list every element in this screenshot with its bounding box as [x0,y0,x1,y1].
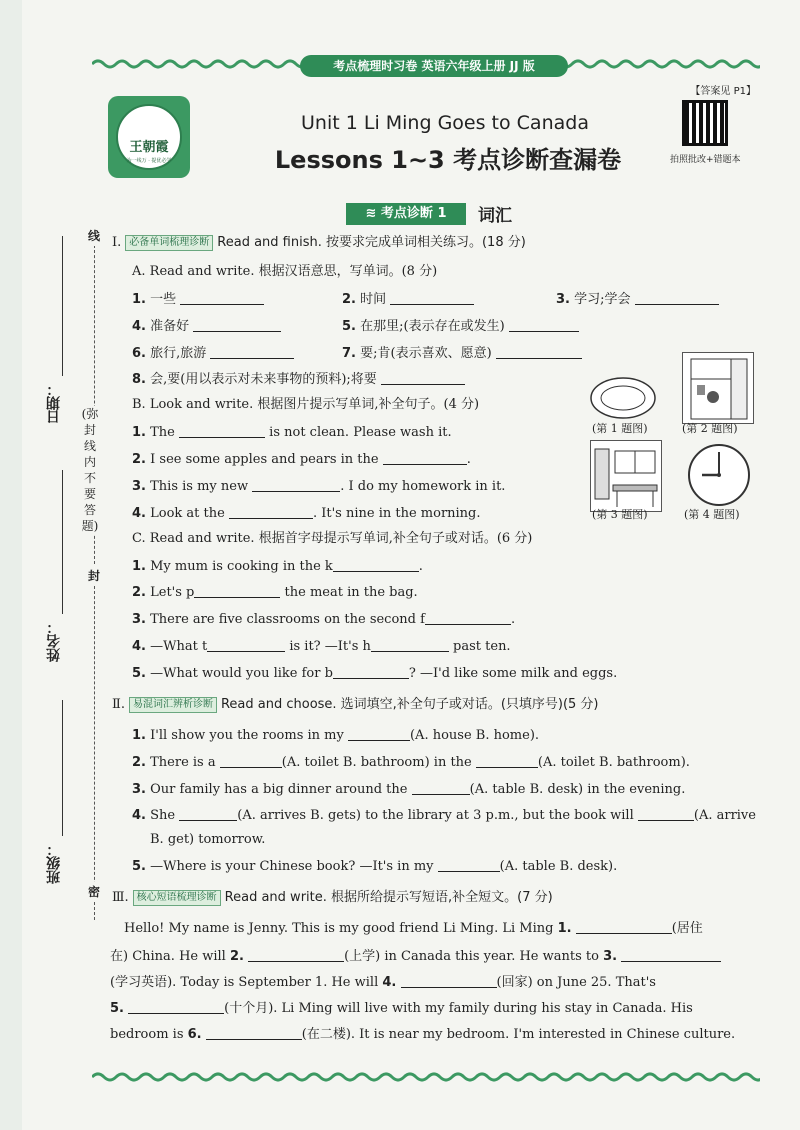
seal-char-top: 线 [84,226,104,246]
a-item-2: 2. 时间 [342,290,474,309]
p2-item-3: 3. Our family has a big dinner around the (A. table B. desk) in the evening. [132,782,686,797]
part1-b-title: B. Look and write. 根据图片提示写单词,补全句子。(4 分) [132,397,480,412]
answer-blank[interactable] [621,947,721,962]
answer-blank[interactable] [476,753,538,768]
p3-line-4: 5. (十个月). Li Ming will live with my family during his stay in Canada. His [110,1001,693,1016]
a-item-3: 3. 学习;学会 [556,290,719,309]
a-item-7: 7. 要;肯(表示喜欢、愿意) [342,344,582,363]
unit-title: Unit 1 Li Ming Goes to Canada [301,112,589,134]
answer-blank[interactable] [381,370,465,385]
answer-blank[interactable] [180,290,264,305]
answer-blank[interactable] [210,344,294,359]
answer-blank[interactable] [383,450,467,465]
answer-blank[interactable] [248,947,344,962]
part1-instruction: Read and finish. 按要求完成单词相关练习。(18 分) [217,235,526,250]
p3-line-5: bedroom is 6. (在二楼). It is near my bedroom. I'm interested in Chinese culture. [110,1027,736,1042]
part2-heading: Ⅱ. 易混词汇辨析诊断 Read and choose. 选词填空,补全句子或对话。(只填序号)(5 分) [112,697,599,712]
answer-blank[interactable] [179,806,237,821]
part1-tag: 必备单词梳理诊断 [125,235,213,251]
c-item-1: 1. My mum is cooking in the k . [132,559,423,574]
pic-caption-4: (第 4 题图) [684,508,740,521]
date-label: 日期： [46,382,62,424]
answer-blank[interactable] [390,290,474,305]
p3-line-1: Hello! My name is Jenny. This is my good friend Li Ming. Li Ming 1. (居住 [124,921,703,936]
part3-instruction: Read and write. 根据所给提示写短语,补全短文。(7 分) [224,890,553,905]
c-item-3: 3. There are five classrooms on the second f . [132,612,516,627]
left-binding-strip [0,0,22,1130]
date-line[interactable] [62,236,63,376]
c-item-2: 2. Let's p the meat in the bag. [132,585,418,600]
answer-blank[interactable] [509,317,579,332]
p2-item-5: 5. —Where is your Chinese book? —It's in my (A. table B. desk). [132,859,618,874]
answer-blank[interactable] [333,557,419,572]
part1-heading: Ⅰ. 必备单词梳理诊断 Read and finish. 按要求完成单词相关练习。(18 分) [112,235,526,250]
a-item-6: 6. 旅行,旅游 [132,344,294,363]
fridge-picture [682,352,754,424]
part2-tag: 易混词汇辨析诊断 [129,697,217,713]
section-badge: ≋ 考点诊断 1 [346,203,466,225]
c-item-4: 4. —What t is it? —It's h past ten. [132,639,511,654]
publisher-logo [108,96,190,178]
answer-blank[interactable] [128,999,224,1014]
answer-blank[interactable] [220,753,282,768]
plate-picture [588,358,658,428]
bottom-wave-border [92,1070,760,1084]
answer-blank[interactable] [425,610,511,625]
p3-line-2: 在) China. He will 2. (上学) in Canada this year. He wants to 3. [110,947,721,966]
answer-blank[interactable] [194,583,280,598]
pic-caption-3: (第 3 题图) [592,508,648,521]
qr-caption: 拍照批改+错题本 [670,155,741,165]
answer-blank[interactable] [371,637,449,652]
p2-item-4-cont: B. get) tomorrow. [150,832,266,847]
p2-item-2: 2. There is a (A. toilet B. bathroom) in the (A. toilet B. bathroom). [132,755,690,770]
p2-item-1: 1. I'll show you the rooms in my (A. house B. home). [132,728,540,743]
p3-line-3: (学习英语). Today is September 1. He will 4. (回家) on June 25. That's [110,975,656,990]
a-item-1: 1. 一些 [132,290,264,309]
answer-blank[interactable] [179,423,265,438]
name-line[interactable] [62,470,63,614]
answer-blank[interactable] [576,919,672,934]
answer-blank[interactable] [193,317,281,332]
pic-caption-2: (第 2 题图) [682,422,738,435]
a-item-5: 5. 在那里;(表示存在或发生) [342,317,579,336]
part1-a-title: A. Read and write. 根据汉语意思，写单词。(8 分) [132,264,438,279]
b-item-4: 4. Look at the . It's nine in the morning. [132,506,481,521]
qr-code-icon[interactable] [682,100,728,146]
b-item-2: 2. I see some apples and pears in the . [132,452,471,467]
c-item-5: 5. —What would you like for b ? —I'd like some milk and eggs. [132,666,618,681]
seal-char-mid: 封 [84,566,104,586]
seal-note: (弥封线内不要答题) [81,407,99,533]
a-item-8: 8. 会,要(用以表示对未来事物的预料);将要 [132,370,465,389]
section-title: 词汇 [478,206,512,226]
answer-blank[interactable] [348,726,410,741]
answer-blank[interactable] [252,477,340,492]
part2-instruction: Read and choose. 选词填空,补全句子或对话。(只填序号)(5 分) [220,697,599,712]
logo-text: 王朝霞 [129,140,169,155]
answer-reference: 【答案见 P1】 [690,86,756,97]
answer-blank[interactable] [207,637,285,652]
study-room-picture [590,440,662,512]
class-label: 班级： [46,842,62,884]
class-line[interactable] [62,700,63,836]
logo-motto: 为一线万 · 提优必学 [126,158,172,164]
a-item-4: 4. 准备好 [132,317,281,336]
answer-blank[interactable] [438,857,500,872]
answer-blank[interactable] [412,780,470,795]
answer-blank[interactable] [638,806,694,821]
top-banner: 考点梳理时习卷 英语六年级上册 JJ 版 [300,55,568,77]
pic-caption-1: (第 1 题图) [592,422,648,435]
part3-heading: Ⅲ. 核心短语梳理诊断 Read and write. 根据所给提示写短语,补全短文。(7 分) [112,890,553,905]
name-label: 姓名： [46,620,62,662]
part1-c-title: C. Read and write. 根据首字母提示写单词,补全句子或对话。(6 分) [132,531,533,546]
part3-tag: 核心短语梳理诊断 [133,890,221,906]
answer-blank[interactable] [401,973,497,988]
seal-char-bottom: 密 [84,882,104,902]
b-item-1: 1. The is not clean. Please wash it. [132,425,452,440]
p2-item-4: 4. She (A. arrives B. gets) to the library at 3 p.m., but the book will (A. arrive [132,808,756,823]
answer-blank[interactable] [206,1025,302,1040]
clock-picture [684,440,754,510]
answer-blank[interactable] [229,504,313,519]
page-title: Lessons 1~3 考点诊断查漏卷 [274,146,622,174]
answer-blank[interactable] [333,664,409,679]
answer-blank[interactable] [496,344,582,359]
b-item-3: 3. This is my new . I do my homework in it. [132,479,506,494]
answer-blank[interactable] [635,290,719,305]
